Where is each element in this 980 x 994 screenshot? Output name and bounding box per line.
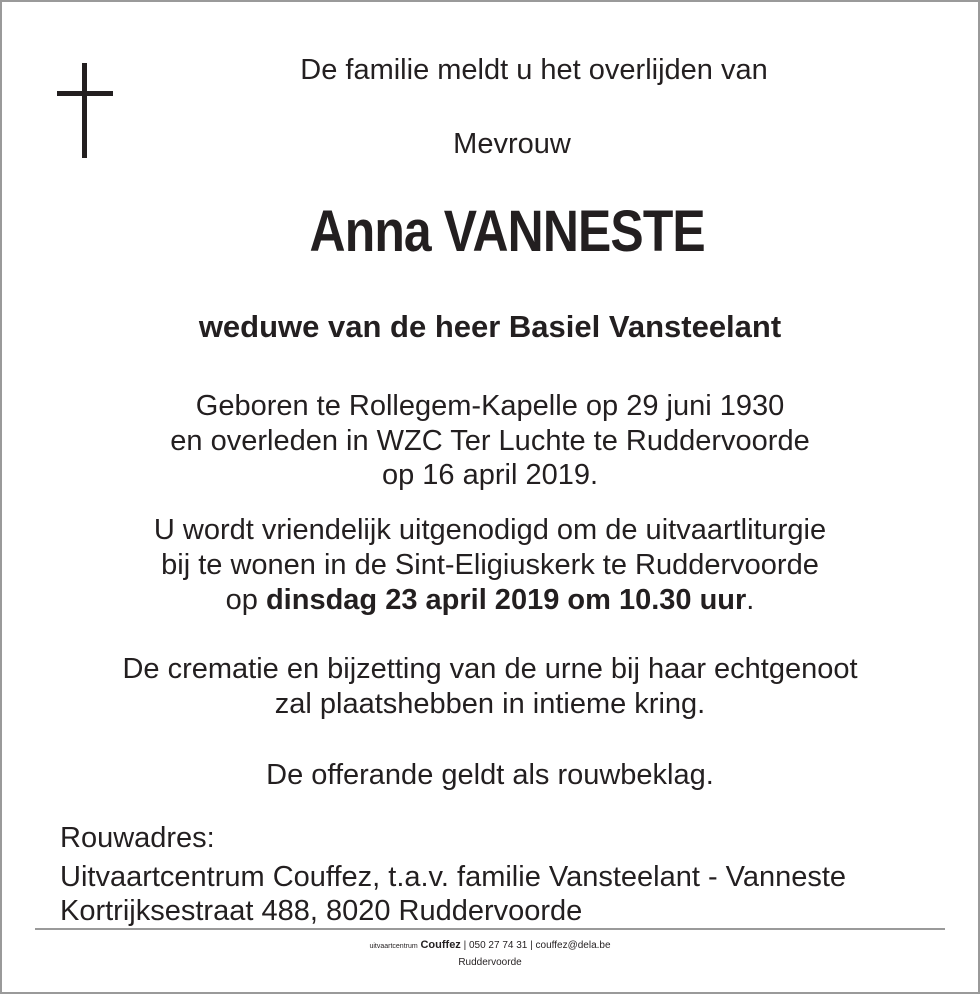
death-date-line: op 16 april 2019.: [381, 459, 599, 491]
brand-name: Couffez: [420, 939, 461, 951]
intro-text: De familie meldt u het overlijden van: [300, 54, 768, 86]
death-line: en overleden in WZC Ter Luchte te Ruddervoorde: [170, 425, 810, 457]
address-line-1: Uitvaartcentrum Couffez, t.a.v. familie Vansteelant - Vanneste: [60, 861, 847, 893]
footer-town: Ruddervoorde: [458, 957, 522, 968]
invitation-line-2: bij te wonen in de Sint-Eligiuskerk te Ruddervoorde: [161, 549, 819, 581]
relation-text: weduwe van de heer Basiel Vansteelant: [198, 309, 782, 344]
service-suffix: .: [746, 584, 755, 616]
service-date-line: [0, 582, 980, 618]
brand-prefix: uitvaartcentrum: [369, 943, 418, 950]
offering-text: De offerande geldt als rouwbeklag.: [266, 759, 714, 791]
birth-line: Geboren te Rollegem-Kapelle op 29 juni 1930: [195, 390, 785, 422]
deceased-name: Anna VANNESTE: [309, 199, 705, 264]
footer-email[interactable]: couffez@dela.be: [535, 940, 611, 951]
address-label: Rouwadres:: [60, 822, 215, 854]
footer-contact: [0, 938, 980, 954]
title-text: Mevrouw: [453, 128, 571, 160]
cremation-line-1: De crematie en bijzetting van de urne bij haar echtgenoot: [122, 653, 858, 685]
footer-phone: | 050 27 74 31 |: [463, 940, 533, 951]
address-line-2: Kortrijksestraat 488, 8020 Ruddervoorde: [60, 895, 583, 927]
footer-divider: [35, 928, 945, 930]
service-date: dinsdag 23 april 2019 om 10.30 uur: [265, 584, 747, 616]
service-prefix: op: [225, 584, 266, 616]
invitation-line-1: U wordt vriendelijk uitgenodigd om de uitvaartliturgie: [153, 514, 827, 546]
cremation-line-2: zal plaatshebben in intieme kring.: [274, 688, 706, 720]
